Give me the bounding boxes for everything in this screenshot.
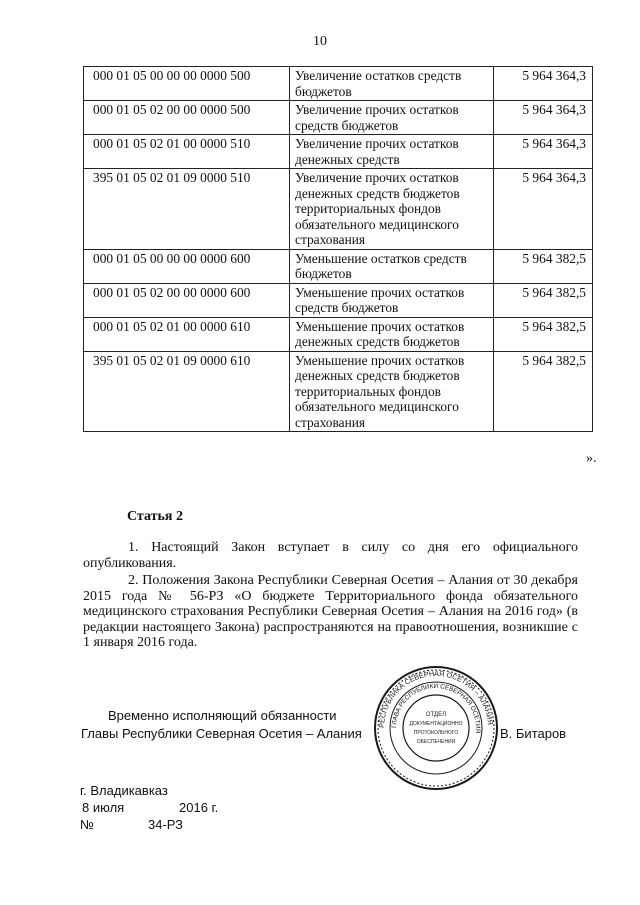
seal-center-line-3: ПРОТОКОЛЬНОГО [413, 730, 459, 736]
seal-inner-text: ГЛАВА РЕСПУБЛИКИ СЕВЕРНАЯ ОСЕТИЯ [390, 682, 482, 734]
signatory-title-line-1: Временно исполняющий обязанности [108, 708, 337, 723]
seal-center-line-4: ОБЕСПЕЧЕНИЯ [416, 739, 456, 745]
description-cell: Увеличение прочих остатков денежных средств [290, 135, 494, 169]
signing-city: г. Владикавказ [80, 783, 168, 798]
article-heading: Статья 2 [127, 509, 183, 524]
seal-inner-ring [403, 695, 469, 761]
description-cell: Увеличение прочих остатков средств бюджетов [290, 101, 494, 135]
closing-quote: ». [586, 451, 597, 466]
table-row [84, 351, 593, 432]
table-row [84, 135, 593, 169]
signing-date-year: 2016 г. [179, 800, 219, 815]
amount-cell: 5 964 364,3 [494, 169, 593, 250]
budget-code-cell: 395 01 05 02 01 09 0000 510 [84, 169, 290, 250]
amount-cell: 5 964 382,5 [494, 317, 593, 351]
seal-middle-ring [390, 682, 482, 774]
amount-cell: 5 964 364,3 [494, 67, 593, 101]
budget-code-cell: 000 01 05 00 00 00 0000 600 [84, 249, 290, 283]
table-row [84, 317, 593, 351]
table-row [84, 67, 593, 101]
amount-cell: 5 964 364,3 [494, 101, 593, 135]
seal-center-line-1: ОТДЕЛ [425, 712, 447, 718]
description-cell: Увеличение остатков средств бюджетов [290, 67, 494, 101]
signatory-name: В. Битаров [500, 726, 567, 741]
official-seal-stamp [372, 664, 500, 792]
budget-code-cell: 000 01 05 00 00 00 0000 500 [84, 67, 290, 101]
article-paragraph-1: 1. Настоящий Закон вступает в силу со дня его официального опубликования. [83, 540, 578, 571]
law-number: 34-РЗ [148, 817, 184, 832]
article-paragraph-2: 2. Положения Закона Республики Северная Осетия – Алания от 30 декабря 2015 года № 56-РЗ «О бюджете Территориального фонда обязательного медицинского страхования Республики Северная Осетия – Алания на 2016 год» (в редакции настоящего Закона) распространяются на правоотношения, возникшие с 1 января 2016 года. [83, 573, 578, 651]
description-cell: Уменьшение прочих остатков денежных средств бюджетов территориальных фондов обязательного медицинского страхования [290, 351, 494, 432]
budget-sources-table [83, 66, 593, 432]
budget-code-cell: 000 01 05 02 00 00 0000 500 [84, 101, 290, 135]
page-number: 10 [313, 34, 327, 49]
description-cell: Увеличение прочих остатков денежных средств бюджетов территориальных фондов обязательного медицинского страхования [290, 169, 494, 250]
budget-code-cell: 395 01 05 02 01 09 0000 610 [84, 351, 290, 432]
budget-code-cell: 000 01 05 02 00 00 0000 600 [84, 283, 290, 317]
table-row [84, 101, 593, 135]
description-cell: Уменьшение остатков средств бюджетов [290, 249, 494, 283]
number-sign: № [80, 817, 94, 832]
signatory-title-line-2: Главы Республики Северная Осетия – Алания [81, 726, 362, 741]
table-row [84, 169, 593, 250]
amount-cell: 5 964 382,5 [494, 249, 593, 283]
amount-cell: 5 964 382,5 [494, 283, 593, 317]
table-row [84, 283, 593, 317]
table-row [84, 249, 593, 283]
signing-date-day: 8 июля [82, 800, 125, 815]
budget-code-cell: 000 01 05 02 01 00 0000 610 [84, 317, 290, 351]
amount-cell: 5 964 382,5 [494, 351, 593, 432]
seal-outer-text: РЕСПУБЛИКА СЕВЕРНАЯ ОСЕТИЯ – АЛАНИЯ [376, 668, 495, 729]
budget-code-cell: 000 01 05 02 01 00 0000 510 [84, 135, 290, 169]
description-cell: Уменьшение прочих остатков средств бюджетов [290, 283, 494, 317]
amount-cell: 5 964 364,3 [494, 135, 593, 169]
seal-center-line-2: ДОКУМЕНТАЦИОННО [409, 721, 463, 727]
description-cell: Уменьшение прочих остатков денежных средств бюджетов [290, 317, 494, 351]
